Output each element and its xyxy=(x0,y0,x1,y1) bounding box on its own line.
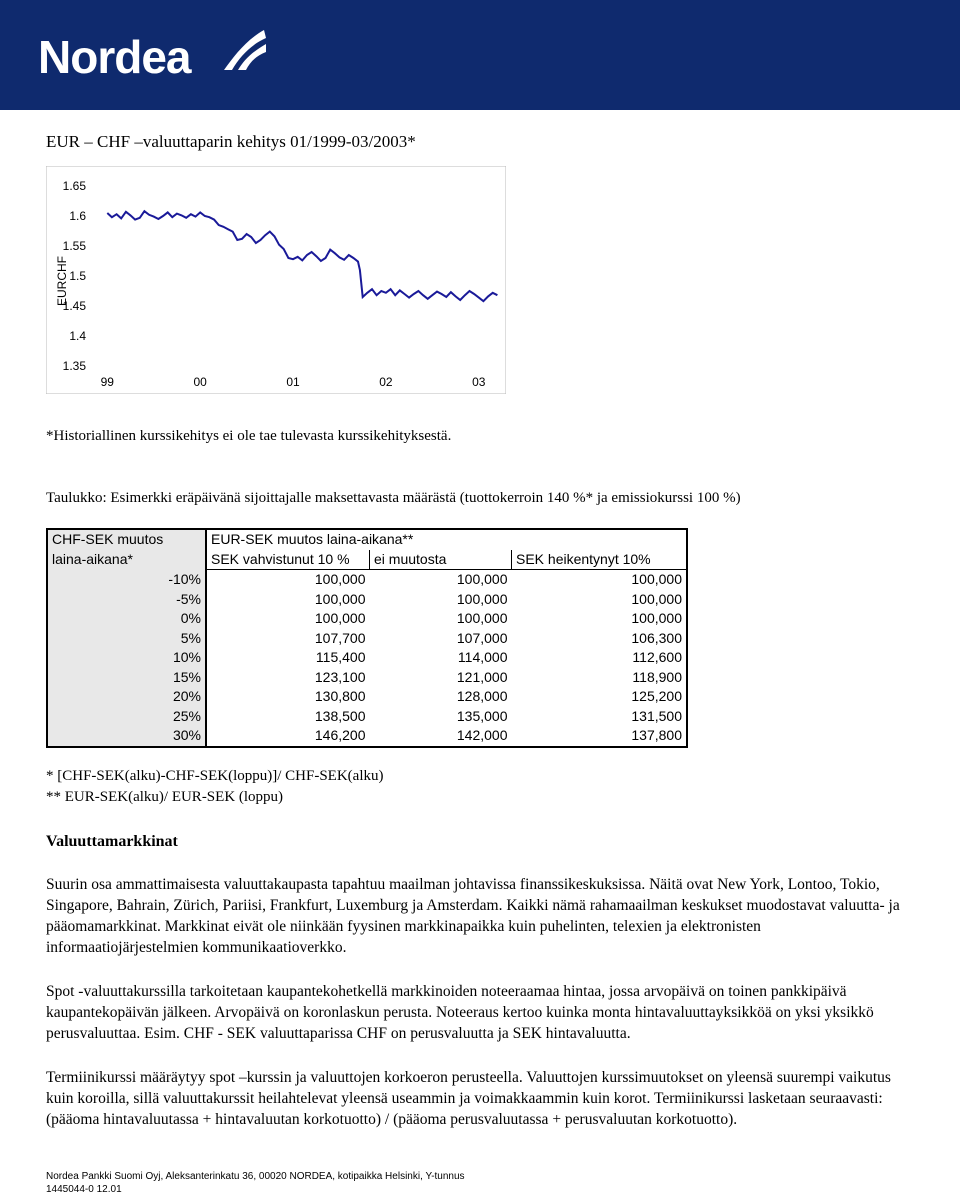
y-tick-label: 1.65 xyxy=(62,179,86,193)
y-tick-label: 1.5 xyxy=(69,269,86,283)
cell-value: 100,000 xyxy=(314,590,366,607)
table-row xyxy=(47,707,687,727)
cell-value: 107,000 xyxy=(456,629,508,646)
y-tick-label: 1.45 xyxy=(62,299,86,313)
cell-value: 107,700 xyxy=(314,629,366,646)
sub-header-no-change: ei muutosta xyxy=(370,550,512,570)
cell-value: 112,600 xyxy=(632,649,682,665)
cell-value: 100,000 xyxy=(456,590,508,607)
cell-value: 135,000 xyxy=(456,707,508,724)
table-row xyxy=(47,726,687,747)
col1-header-1: CHF-SEK muutos xyxy=(47,529,206,550)
footer-text: Nordea Pankki Suomi Oyj, Aleksanterinkatu 36, 00020 NORDEA, kotipaikka Helsinki, Y-tunnus 1445044-0 12.01 xyxy=(46,1171,465,1195)
row-change: 5% xyxy=(47,629,206,649)
x-tick-label: 01 xyxy=(286,375,300,389)
chart-frame xyxy=(46,166,506,394)
footnote-2: ** EUR-SEK(alku)/ EUR-SEK (loppu) xyxy=(46,789,284,805)
cell-value: 118,900 xyxy=(632,668,682,685)
payout-table xyxy=(46,528,688,748)
cell-value: 100,000 xyxy=(456,610,508,626)
x-tick-label: 03 xyxy=(472,375,486,389)
table-caption: Taulukko: Esimerkki eräpäivänä sijoittajalle maksettavasta määrästä (tuottokerroin 140 %* ja emissiokurssi 100 %) xyxy=(46,490,741,506)
y-tick-label: 1.4 xyxy=(69,329,86,343)
row-change: -10% xyxy=(47,570,206,590)
cell-value: 137,800 xyxy=(631,727,682,743)
row-change: 25% xyxy=(47,707,206,727)
paragraph-2: Spot -valuuttakurssilla tarkoitetaan kaupantekohetkellä markkinoiden noteeraamaa hintaa, jossa arvopäivä on toinen pankkipäivä kaupantekopäivän jälkeen. Arvopäivä on koronlaskun perusta. Noteeraus kertoo kuinka monta hintavaluuttayksikköä on yksi yksikkö perusvaluuttaa. Esim. CHF - SEK valuuttaparissa CHF on perusvaluutta ja SEK hintavaluutta. xyxy=(46,983,874,1042)
cell-value: 100,000 xyxy=(631,571,682,587)
row-change: 15% xyxy=(47,668,206,688)
table-row xyxy=(47,609,687,629)
table-row xyxy=(47,668,687,688)
eurchf-line-chart xyxy=(46,166,506,394)
y-tick-label: 1.35 xyxy=(62,359,86,373)
cell-value: 106,300 xyxy=(631,629,682,646)
paragraph-3: Termiinikurssi määräytyy spot –kurssin ja valuuttojen korkoeron perusteella. Valuuttojen kurssimuutokset on yleensä suurempi vaikutus kuin koroilla, sillä valuuttakurssit heilahtelevat yleensä useammin ja voimakkaammin kuin korot. Termiinikurssi lasketaan seuraavasti: (pääoma hintavaluutassa + hintavaluutan korkotuotto) / (pääoma perusvaluutassa + perusvaluutan korkotuotto). xyxy=(46,1069,891,1128)
section-heading: Valuuttamarkkinat xyxy=(46,833,178,850)
table-row xyxy=(47,590,687,610)
x-tick-label: 99 xyxy=(100,375,114,389)
cell-value: 100,000 xyxy=(631,590,682,607)
x-tick-label: 00 xyxy=(193,375,207,389)
table-row xyxy=(47,629,687,649)
cell-value: 100,000 xyxy=(456,571,508,587)
y-tick-label: 1.55 xyxy=(62,239,86,253)
paragraph-1: Suurin osa ammattimaisesta valuuttakaupasta tapahtuu maailman johtavissa finanssikeskuksissa. Näitä ovat New York, Lontoo, Tokio, Singapore, Bahrain, Zürich, Pariisi, Frankfurt, Luxemburg ja Amsterdam. Kaikki nämä rahamaailman keskukset muodostavat valuutta- ja pääomamarkkinat. Markkinat eivät ole niinkään fyysinen markkinapaikka kuin puhelinten, telexien ja elektronisten informaatiojärjestelmien kommunikaatioverkko. xyxy=(46,876,900,956)
logo-sail-icon xyxy=(220,26,270,74)
col1-header-2: laina-aikana* xyxy=(47,550,206,570)
cell-value: 125,200 xyxy=(631,688,682,704)
cell-value: 138,500 xyxy=(314,707,366,724)
page-title: EUR – CHF –valuuttaparin kehitys 01/1999-03/2003* xyxy=(46,132,416,151)
table-row xyxy=(47,687,687,707)
header-banner xyxy=(0,0,960,110)
nordea-logo xyxy=(38,28,278,88)
cell-value: 115,400 xyxy=(315,649,366,665)
x-tick-label: 02 xyxy=(379,375,393,389)
cell-value: 100,000 xyxy=(631,610,682,626)
historical-note: *Historiallinen kurssikehitys ei ole tae tulevasta kurssikehityksestä. xyxy=(46,428,452,444)
sub-header-weakened: SEK heikentynyt 10% xyxy=(512,550,688,570)
row-change: 20% xyxy=(47,687,206,707)
y-tick-label: 1.6 xyxy=(69,209,86,223)
cell-value: 100,000 xyxy=(314,610,366,626)
sub-header-strengthened: SEK vahvistunut 10 % xyxy=(206,550,370,570)
cell-value: 146,200 xyxy=(314,727,366,743)
table-row xyxy=(47,648,687,668)
chart-y-label: EURCHF xyxy=(55,256,69,306)
cell-value: 123,100 xyxy=(314,668,366,685)
row-change: -5% xyxy=(47,590,206,610)
cell-value: 142,000 xyxy=(456,727,508,743)
table-row xyxy=(47,570,687,590)
cell-value: 114,000 xyxy=(457,649,508,665)
cell-value: 131,500 xyxy=(631,707,682,724)
footnote-1: * [CHF-SEK(alku)-CHF-SEK(loppu)]/ CHF-SEK(alku) xyxy=(46,768,384,784)
cell-value: 121,000 xyxy=(456,668,508,685)
row-change: 0% xyxy=(47,609,206,629)
cell-value: 100,000 xyxy=(314,571,366,587)
cell-value: 128,000 xyxy=(456,688,508,704)
row-change: 10% xyxy=(47,648,206,668)
row-change: 30% xyxy=(47,726,206,747)
cell-value: 130,800 xyxy=(314,688,366,704)
logo-text: Nordea xyxy=(38,31,191,83)
group-header: EUR-SEK muutos laina-aikana** xyxy=(211,531,414,547)
